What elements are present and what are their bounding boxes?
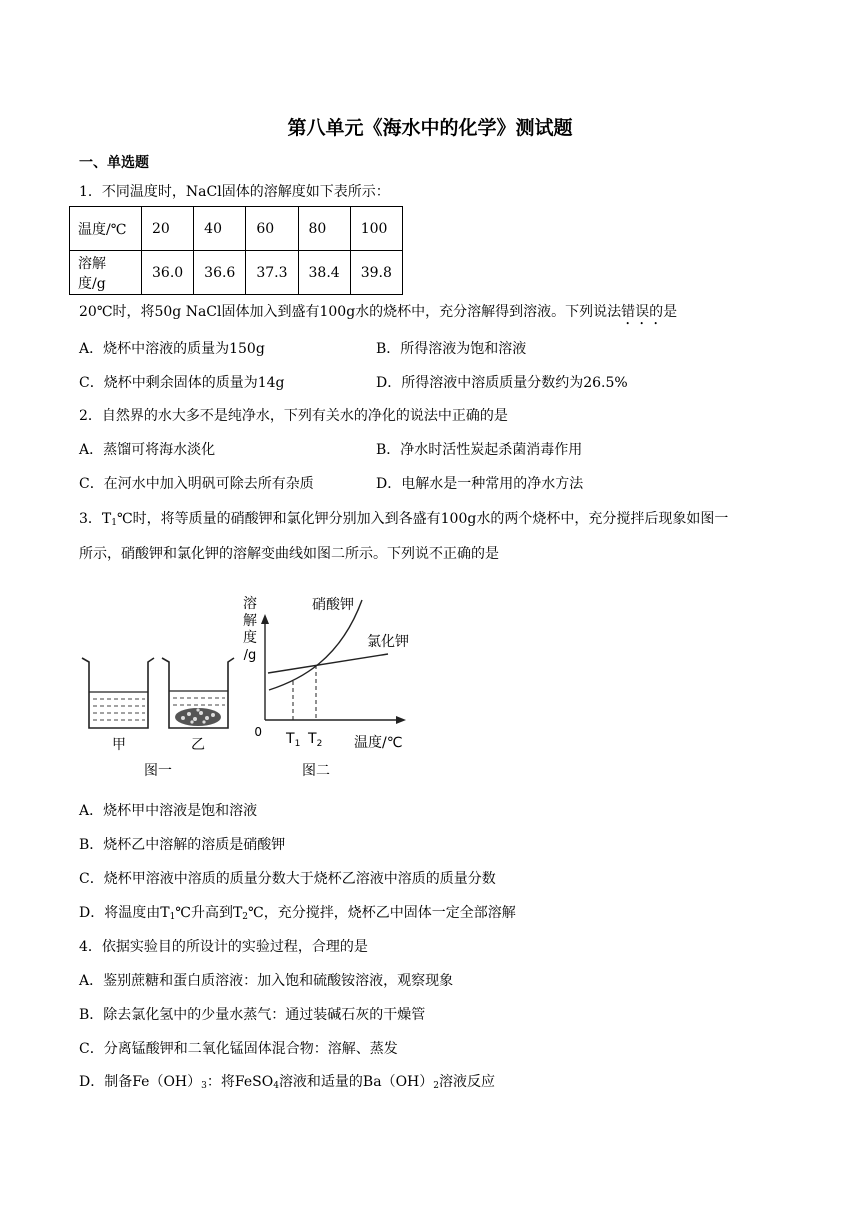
y-axis-label-3: 度 <box>243 630 257 646</box>
curve-kcl-label: 氯化钾 <box>367 634 409 650</box>
page-title: 第八单元《海水中的化学》测试题 <box>287 117 573 139</box>
q1-option-c[interactable]: C．烧杯中剩余固体的质量为14g <box>79 375 285 391</box>
q3-option-d[interactable] <box>79 904 516 926</box>
table-cell: 36.6 <box>194 251 246 295</box>
solubility-curve-chart <box>261 600 406 724</box>
q3-option-b[interactable]: B．烧杯乙中溶解的溶质是硝酸钾 <box>79 837 286 853</box>
q3-stem-text: 3．T <box>79 511 112 527</box>
q2-option-c[interactable]: C．在河水中加入明矾可除去所有杂质 <box>79 476 314 492</box>
q2-stem: 2．自然界的水大多不是纯净水，下列有关水的净化的说法中正确的是 <box>79 408 508 424</box>
q4-option-d[interactable] <box>79 1073 495 1095</box>
t1-label: $T_1$ <box>286 731 301 749</box>
y-axis-label-4: /g <box>243 648 257 663</box>
table-cell: 80 <box>298 207 350 251</box>
figure-one-caption: 图一 <box>144 763 172 779</box>
table-cell: 37.3 <box>246 251 298 295</box>
q1-emphasis: 错误的 <box>621 304 664 320</box>
table-row <box>70 207 403 251</box>
q4-option-a[interactable]: A．鉴别蔗糖和蛋白质溶液：加入饱和硫酸铵溶液，观察现象 <box>79 973 454 989</box>
q3-subscript: 1 <box>111 518 117 528</box>
q3-option-a[interactable]: A．烧杯甲中溶液是饱和溶液 <box>79 803 258 819</box>
table-cell: 60 <box>246 207 298 251</box>
q4-d-text: 溶液和适量的Ba（OH） <box>278 1074 434 1090</box>
section-heading: 一、单选题 <box>79 155 149 171</box>
curve-kno3 <box>269 600 362 690</box>
figure-two-caption: 图二 <box>302 763 330 779</box>
beaker-jia-label: 甲 <box>112 737 126 753</box>
q3-stem-text: ℃时，将等质量的硝酸钾和氯化钾分别加入到各盛有100g水的两个烧杯中，充分搅拌后现象如图一 <box>116 511 729 527</box>
table-cell: 36.0 <box>142 251 194 295</box>
t2-label: $T_2$ <box>308 731 323 749</box>
q2-option-b[interactable]: B．净水时活性炭起杀菌消毒作用 <box>376 442 583 458</box>
q1-option-b[interactable]: B．所得溶液为饱和溶液 <box>376 341 527 357</box>
q3-d-subscript: 1 <box>169 912 176 922</box>
q4-option-b[interactable]: B．除去氯化氢中的少量水蒸气：通过装碱石灰的干燥管 <box>79 1007 426 1023</box>
q3-d-text: D．将温度由T <box>79 905 170 921</box>
q2-option-a[interactable]: A．蒸馏可将海水淡化 <box>79 442 216 458</box>
q4-d-text: D．制备Fe（OH） <box>79 1074 202 1090</box>
table-header-cell: 温度/℃ <box>70 207 142 251</box>
table-cell: 38.4 <box>298 251 350 295</box>
curve-kcl <box>268 654 388 673</box>
beaker-yi <box>162 658 234 728</box>
table-cell: 20 <box>142 207 194 251</box>
q3-d-text: ℃，充分搅拌，烧杯乙中固体一定全部溶解 <box>248 905 516 921</box>
y-axis-arrow <box>261 614 269 624</box>
q1-desc-text: 20℃时，将50g NaCl固体加入到盛有100g水的烧杯中，充分溶解得到溶液。下列说法 <box>79 304 622 320</box>
table-header-cell: 溶解度/g <box>70 251 142 295</box>
q4-stem: 4．依据实验目的所设计的实验过程，合理的是 <box>79 939 368 955</box>
q3-stem-line2: 所示，硝酸钾和氯化钾的溶解变曲线如图二所示。下列说不正确的是 <box>79 546 499 562</box>
q1-description <box>79 303 677 328</box>
table-row <box>70 251 403 295</box>
table-cell: 100 <box>350 207 402 251</box>
curve-kno3-label: 硝酸钾 <box>312 597 354 613</box>
q3-d-subscript: 2 <box>242 912 249 922</box>
y-axis-label-2: 解 <box>243 613 257 629</box>
q4-option-c[interactable]: C．分离锰酸钾和二氧化锰固体混合物：溶解、蒸发 <box>79 1041 398 1057</box>
q4-d-subscript: 2 <box>433 1081 439 1091</box>
q1-stem: 1．不同温度时，NaCl固体的溶解度如下表所示： <box>79 184 390 200</box>
x-axis-label: 温度/℃ <box>354 735 403 751</box>
x-axis-arrow <box>396 716 406 724</box>
beaker-yi-label: 乙 <box>191 737 205 753</box>
q2-option-d[interactable]: D．电解水是一种常用的净水方法 <box>376 476 584 492</box>
y-axis-label-1: 溶 <box>243 596 257 612</box>
table-cell: 39.8 <box>350 251 402 295</box>
q3-figure <box>70 588 420 788</box>
q3-option-c[interactable]: C．烧杯甲溶液中溶质的质量分数大于烧杯乙溶液中溶质的质量分数 <box>79 871 496 887</box>
origin-label: 0 <box>254 725 262 739</box>
beaker-jia <box>82 658 154 728</box>
table-cell: 40 <box>194 207 246 251</box>
q4-d-text: 溶液反应 <box>439 1074 495 1090</box>
q3-stem-line1 <box>79 510 728 532</box>
q3-d-text: ℃升高到T <box>175 905 243 921</box>
q4-d-subscript: 4 <box>273 1081 279 1091</box>
q1-option-a[interactable]: A．烧杯中溶液的质量为150g <box>79 341 265 357</box>
solubility-table <box>69 206 403 295</box>
q4-d-text: ：将FeSO <box>206 1074 274 1090</box>
q1-desc-end: 是 <box>663 304 678 320</box>
q4-d-subscript: 3 <box>201 1081 207 1091</box>
q1-option-d[interactable]: D．所得溶液中溶质质量分数约为26.5% <box>376 375 628 391</box>
